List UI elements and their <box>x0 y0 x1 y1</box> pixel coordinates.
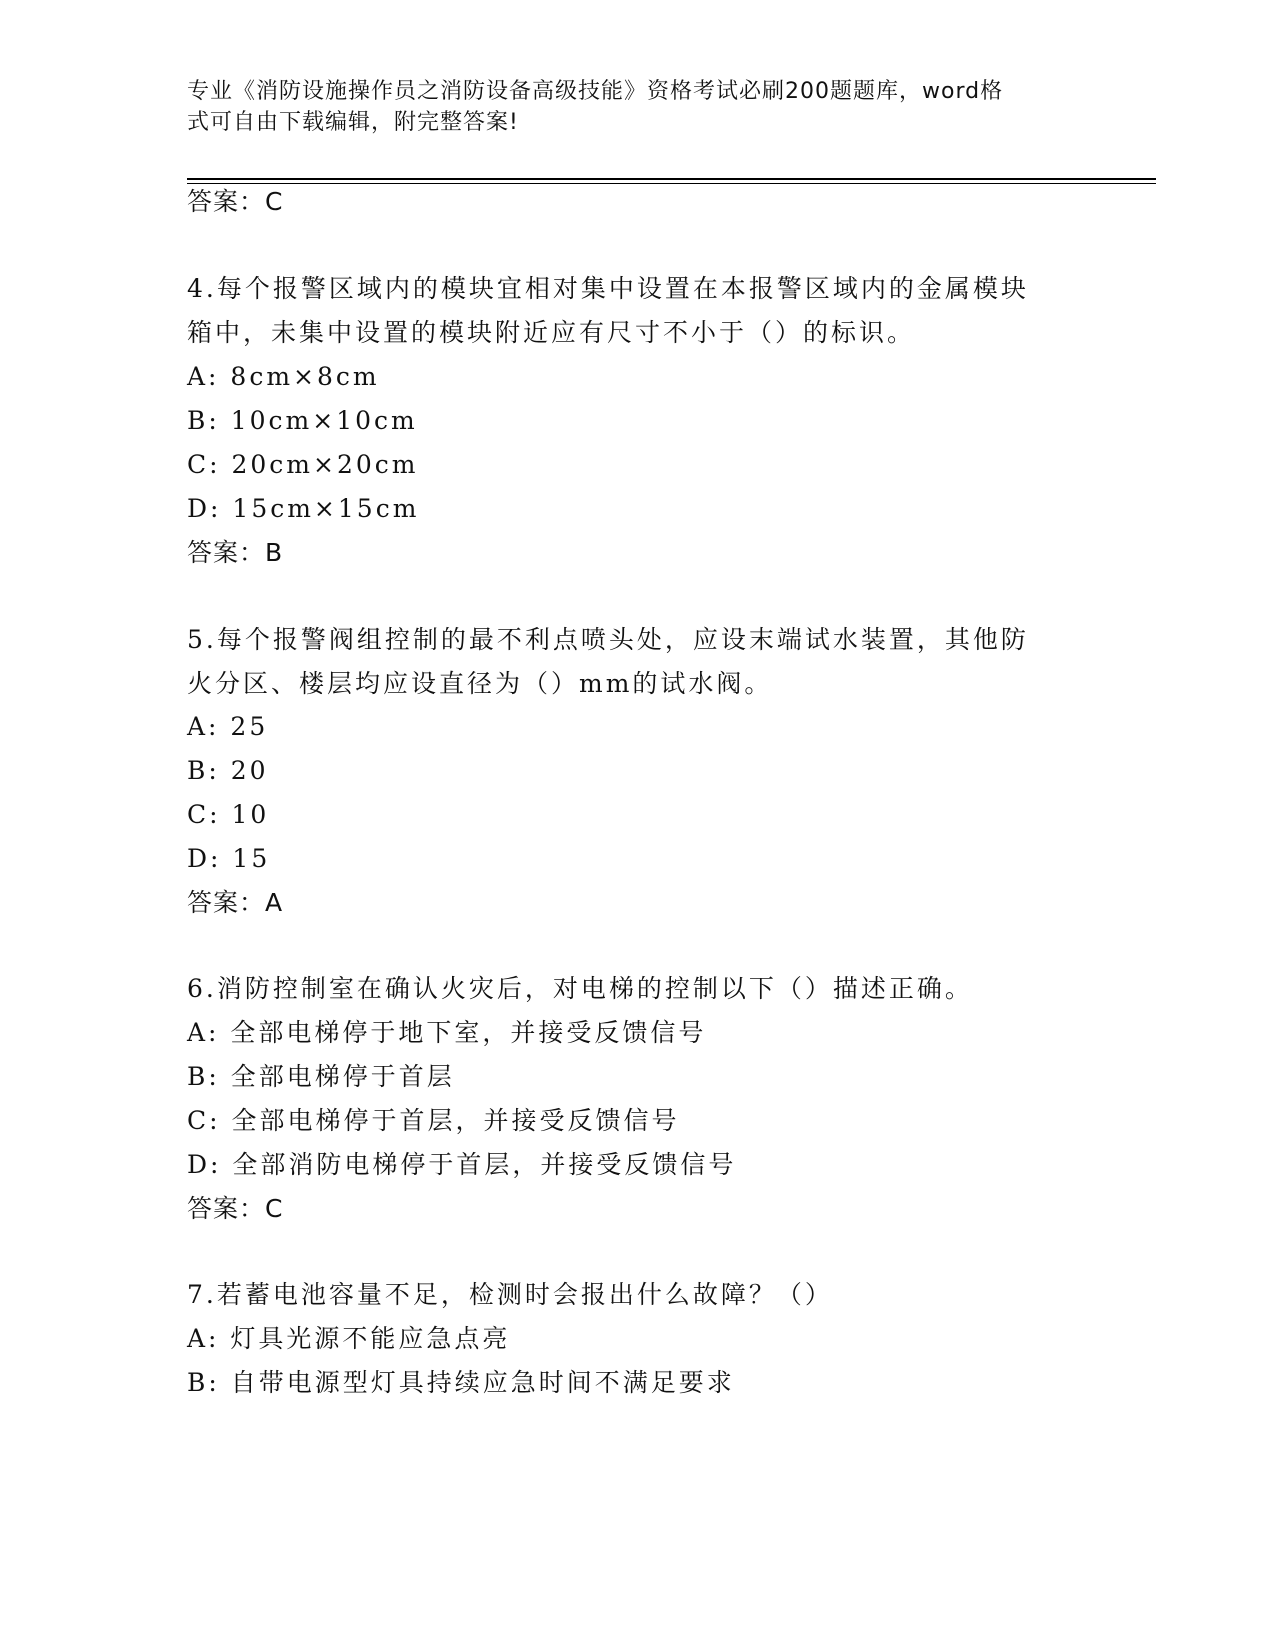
question-4-stem-line-1: 4.每个报警区域内的模块宜相对集中设置在本报警区域内的金属模块 <box>187 274 1029 303</box>
question-6-option-c: C: 全部电梯停于首层，并接受反馈信号 <box>187 1106 680 1135</box>
question-7-stem-line-1: 7.若蓄电池容量不足，检测时会报出什么故障？（） <box>187 1280 833 1309</box>
question-5-option-d: D: 15 <box>187 844 271 873</box>
question-6-stem-line-1: 6.消防控制室在确认火灾后，对电梯的控制以下（）描述正确。 <box>187 974 973 1003</box>
header-line-1: 专业《消防设施操作员之消防设备高级技能》资格考试必刷200题题库，word格 <box>187 79 1004 104</box>
question-4-option-b: B: 10cm×10cm <box>187 406 418 435</box>
question-4-stem-line-2: 箱中，未集中设置的模块附近应有尺寸不小于（）的标识。 <box>187 318 916 347</box>
question-7-option-a: A: 灯具光源不能应急点亮 <box>187 1324 511 1353</box>
question-5-stem-line-1: 5.每个报警阀组控制的最不利点喷头处，应设末端试水装置，其他防 <box>187 625 1029 654</box>
question-5-option-c: C: 10 <box>187 800 270 829</box>
question-5-option-b: B: 20 <box>187 756 269 785</box>
question-4-answer: 答案：B <box>187 538 284 567</box>
question-5-option-a: A: 25 <box>187 712 269 741</box>
question-5-answer: 答案：A <box>187 888 284 917</box>
document-header <box>187 76 1067 138</box>
question-7-option-b: B: 自带电源型灯具持续应急时间不满足要求 <box>187 1368 735 1397</box>
question-6-option-b: B: 全部电梯停于首层 <box>187 1062 455 1091</box>
question-4-option-d: D: 15cm×15cm <box>187 494 420 523</box>
header-divider-thick <box>187 178 1156 180</box>
question-5-stem-line-2: 火分区、楼层均应设直径为（）mm的试水阀。 <box>187 669 773 698</box>
question-6-option-a: A: 全部电梯停于地下室，并接受反馈信号 <box>187 1018 707 1047</box>
header-line-2: 式可自由下载编辑，附完整答案! <box>187 110 519 135</box>
question-4-option-a: A: 8cm×8cm <box>187 362 380 391</box>
question-4-option-c: C: 20cm×20cm <box>187 450 419 479</box>
question-6-answer: 答案：C <box>187 1194 284 1223</box>
header-divider-thin <box>187 183 1156 184</box>
previous-answer: 答案：C <box>187 187 284 216</box>
question-6-option-d: D: 全部消防电梯停于首层，并接受反馈信号 <box>187 1150 737 1179</box>
